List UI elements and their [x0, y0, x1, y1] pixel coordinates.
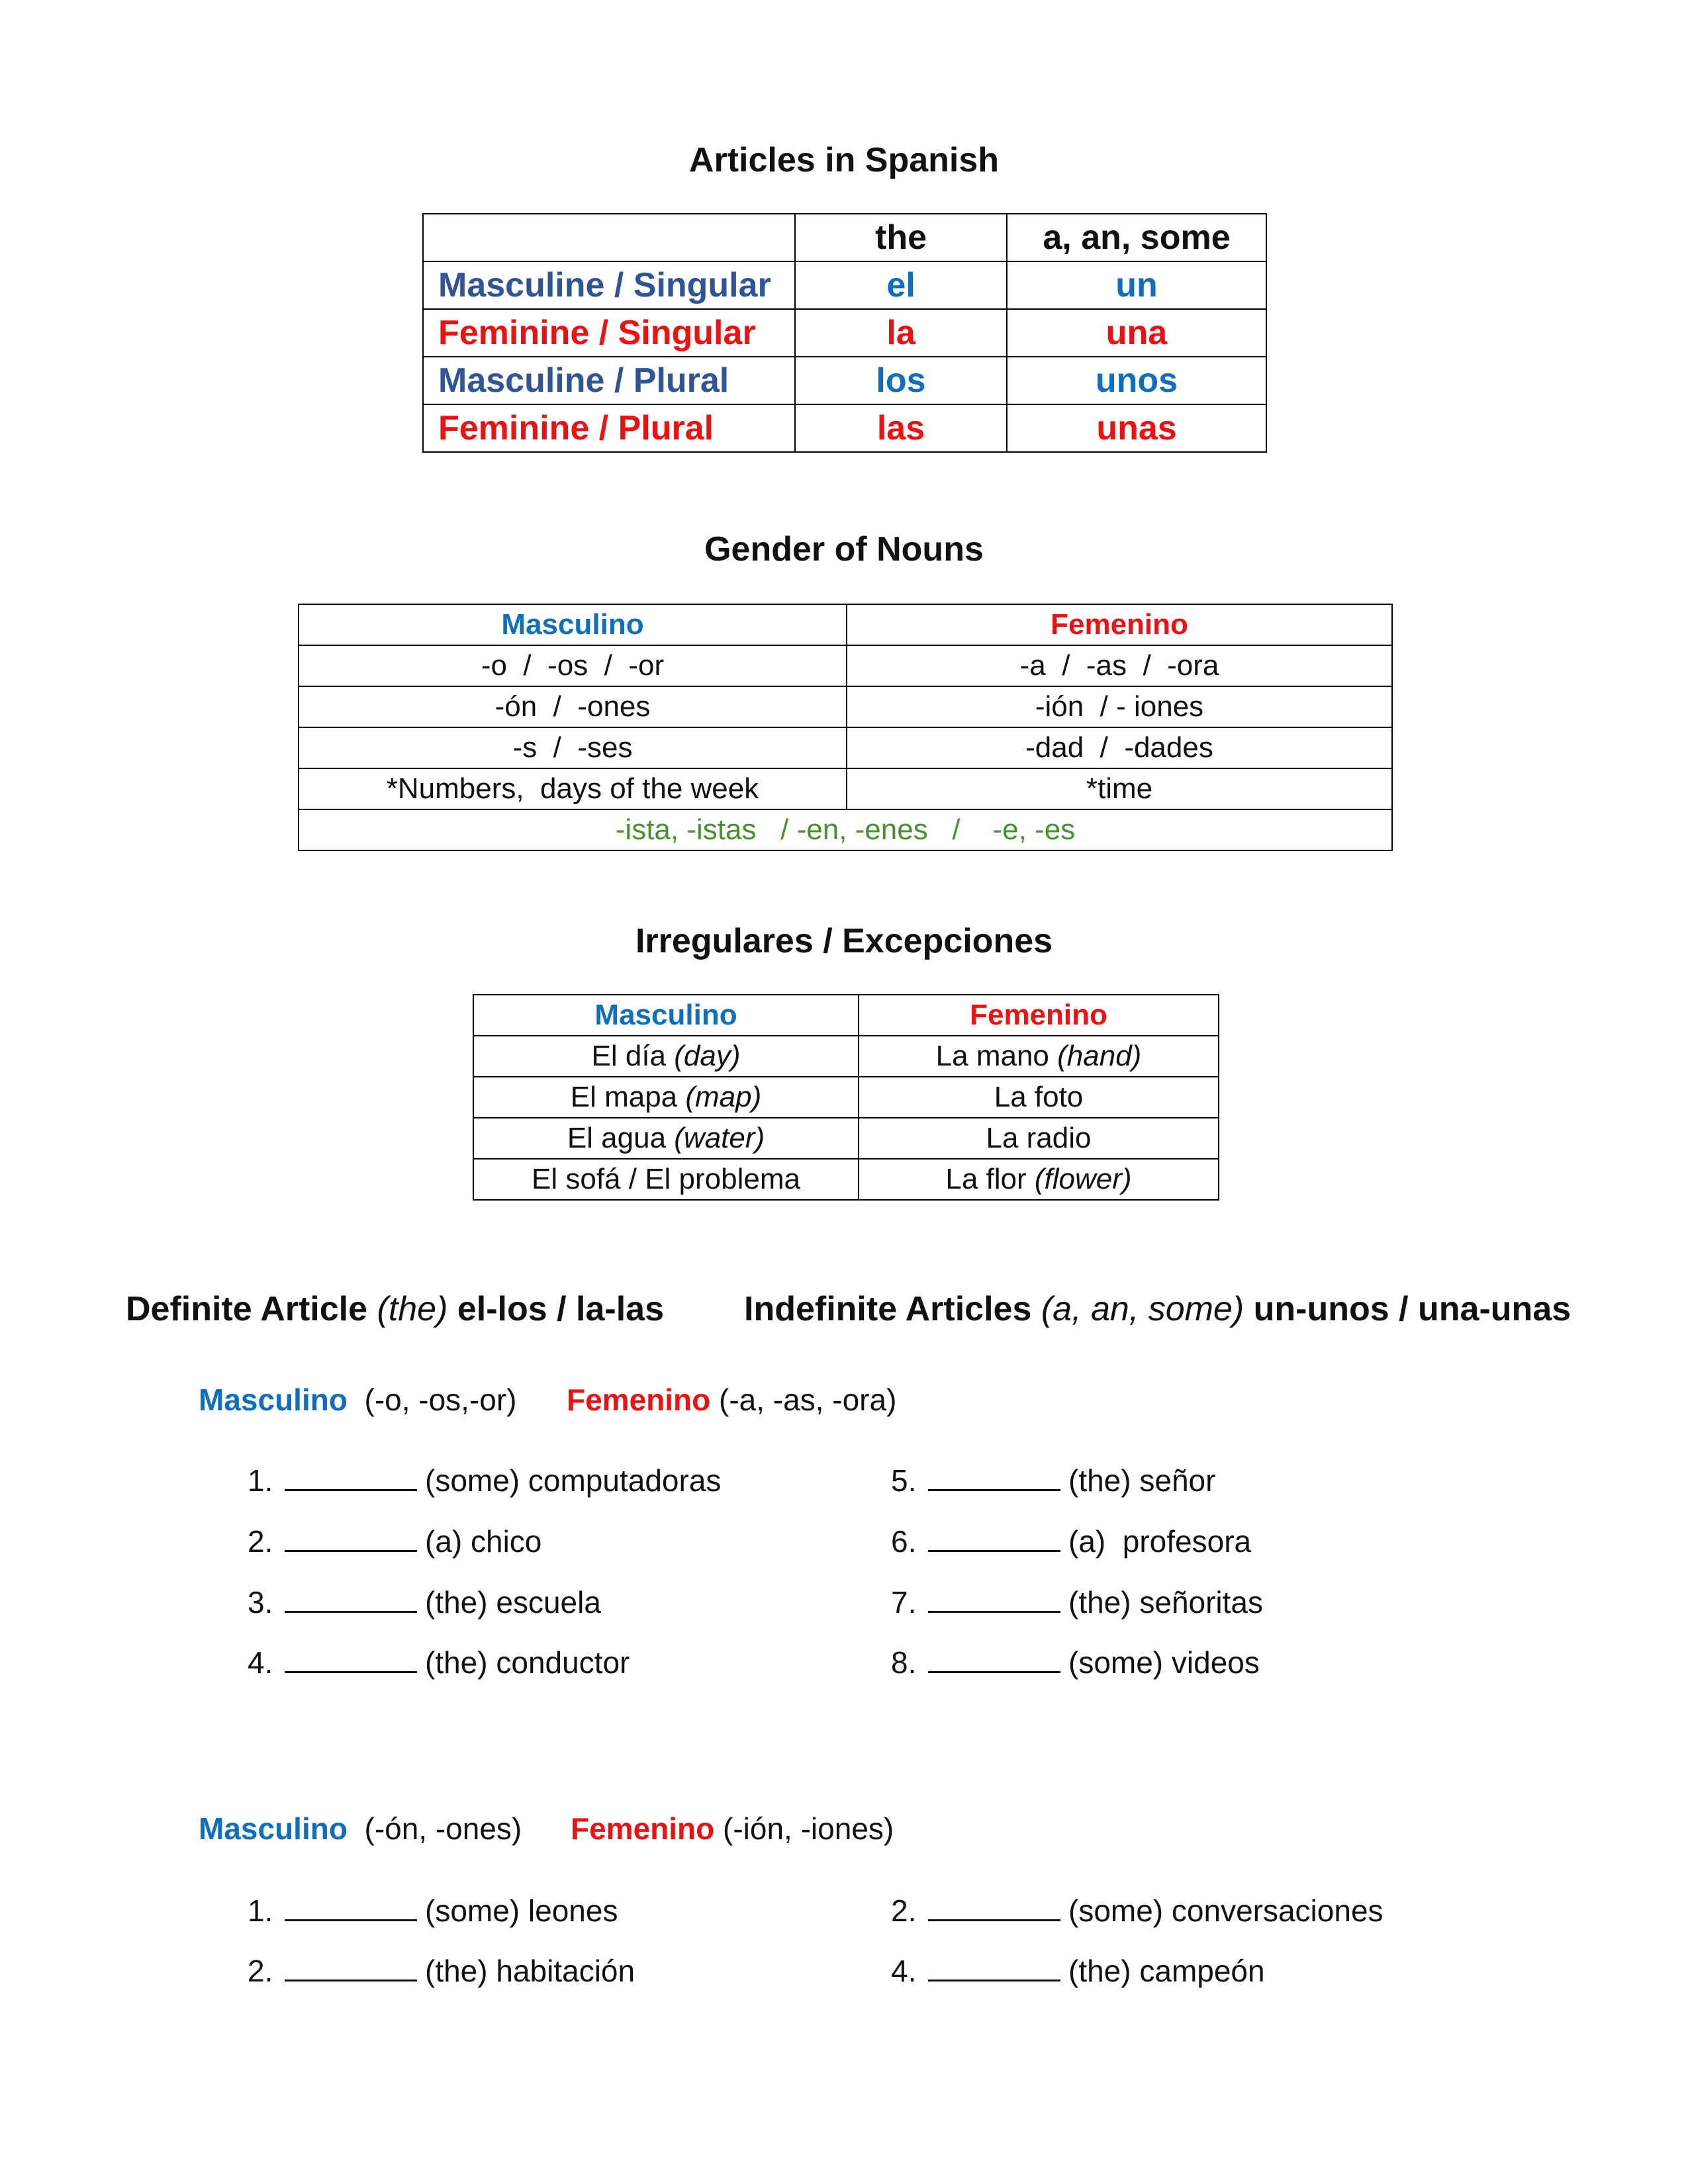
header-the: the: [795, 214, 1007, 261]
answer-blank[interactable]: [285, 1645, 417, 1673]
table-row: [473, 1036, 1219, 1077]
masculino-label: Masculino: [199, 1811, 348, 1846]
section2-fem-label: [571, 1811, 894, 1846]
item-prompt: (some) videos: [1068, 1645, 1260, 1680]
item-prompt: (the) señor: [1068, 1463, 1216, 1498]
answer-blank[interactable]: [285, 1953, 417, 1981]
exercise-item: [248, 1463, 721, 1498]
item-number: 6.: [891, 1524, 917, 1559]
table-row: [423, 309, 1266, 357]
masc-word: [473, 1118, 859, 1159]
gender-table: [298, 604, 1393, 851]
heading-english: (the): [377, 1290, 448, 1328]
exercise-item: [891, 1645, 1260, 1680]
heading-forms: el-los / la-las: [447, 1290, 664, 1328]
irregulars-title: Irregulares / Excepciones: [635, 922, 1053, 960]
table-row: [299, 768, 1392, 809]
fem-english: (flower): [1034, 1163, 1132, 1195]
exercise-item: [248, 1645, 630, 1680]
femenino-header: Femenino: [859, 995, 1219, 1036]
item-number: 3.: [248, 1585, 273, 1619]
exercise-item: [248, 1584, 601, 1620]
exercise-item: [891, 1524, 1251, 1559]
fem-spanish: La foto: [994, 1081, 1084, 1113]
answer-blank[interactable]: [928, 1524, 1060, 1552]
fem-ending: *time: [847, 768, 1392, 809]
table-row: [299, 645, 1392, 686]
exercise-item: [891, 1953, 1265, 1989]
femenino-label: Femenino: [567, 1383, 711, 1417]
header-a-an-some: a, an, some: [1007, 214, 1266, 261]
irregulars-table: [473, 994, 1219, 1201]
section2-label: [199, 1811, 522, 1846]
gender-title: Gender of Nouns: [704, 530, 984, 569]
fem-ending: -a / -as / -ora: [847, 645, 1392, 686]
item-prompt: (the) señoritas: [1068, 1585, 1264, 1619]
masc-english: (water): [674, 1122, 765, 1154]
table-row: [423, 404, 1266, 452]
definite-article: el: [795, 261, 1007, 309]
fem-spanish: La flor: [945, 1163, 1035, 1195]
masculino-label: Masculino: [199, 1383, 348, 1417]
table-row: [473, 1159, 1219, 1200]
table-row: [423, 214, 1266, 261]
answer-blank[interactable]: [928, 1463, 1060, 1491]
table-row: [473, 1118, 1219, 1159]
table-row: [299, 686, 1392, 727]
heading-english: (a, an, some): [1041, 1290, 1244, 1328]
indefinite-article: unas: [1007, 404, 1266, 452]
fem-word: [859, 1159, 1219, 1200]
table-row: [299, 727, 1392, 768]
answer-blank[interactable]: [928, 1953, 1060, 1981]
exercise-item: [248, 1524, 541, 1559]
row-label: Masculine / Singular: [423, 261, 795, 309]
answer-blank[interactable]: [928, 1645, 1060, 1673]
fem-spanish: La radio: [986, 1122, 1092, 1154]
masc-ending: -o / -os / -or: [299, 645, 847, 686]
femenino-label: Femenino: [571, 1811, 715, 1846]
item-prompt: (the) habitación: [425, 1954, 635, 1988]
item-number: 5.: [891, 1463, 917, 1498]
masc-english: (day): [674, 1040, 741, 1072]
item-prompt: (some) leones: [425, 1893, 618, 1928]
item-number: 1.: [248, 1893, 273, 1928]
item-prompt: (the) conductor: [425, 1645, 630, 1680]
fem-word: [859, 1118, 1219, 1159]
row-label: Feminine / Plural: [423, 404, 795, 452]
masc-spanish: El sofá / El problema: [532, 1163, 800, 1195]
femenino-endings: (-a, -as, -ora): [710, 1383, 897, 1417]
masc-spanish: El mapa: [570, 1081, 686, 1113]
answer-blank[interactable]: [285, 1463, 417, 1491]
definite-article: los: [795, 357, 1007, 404]
indefinite-article-heading: [744, 1289, 1571, 1329]
exercise-item: [248, 1893, 618, 1929]
exercise-item: [891, 1584, 1263, 1620]
table-row: [473, 995, 1219, 1036]
masc-spanish: El agua: [567, 1122, 675, 1154]
row-label: Masculine / Plural: [423, 357, 795, 404]
masculino-header: Masculino: [299, 604, 847, 645]
table-row: [423, 357, 1266, 404]
indefinite-article: una: [1007, 309, 1266, 357]
indefinite-article: un: [1007, 261, 1266, 309]
articles-table: [422, 213, 1267, 453]
item-prompt: (the) escuela: [425, 1585, 601, 1619]
fem-word: [859, 1036, 1219, 1077]
table-row: [473, 1077, 1219, 1118]
masculino-header: Masculino: [473, 995, 859, 1036]
item-number: 2.: [248, 1954, 273, 1988]
masc-ending: *Numbers, days of the week: [299, 768, 847, 809]
item-prompt: (some) conversaciones: [1068, 1893, 1383, 1928]
indefinite-article: unos: [1007, 357, 1266, 404]
definite-article: las: [795, 404, 1007, 452]
heading-text: Indefinite Articles: [744, 1290, 1041, 1328]
table-row: [423, 261, 1266, 309]
fem-ending: -ión / - iones: [847, 686, 1392, 727]
answer-blank[interactable]: [285, 1893, 417, 1921]
item-number: 2.: [248, 1524, 273, 1559]
answer-blank[interactable]: [285, 1524, 417, 1552]
item-prompt: (some) computadoras: [425, 1463, 722, 1498]
item-number: 1.: [248, 1463, 273, 1498]
item-number: 4.: [248, 1645, 273, 1680]
fem-spanish: La mano: [935, 1040, 1058, 1072]
heading-text: Definite Article: [126, 1290, 377, 1328]
row-label: Feminine / Singular: [423, 309, 795, 357]
fem-word: [859, 1077, 1219, 1118]
item-number: 4.: [891, 1954, 917, 1988]
masc-ending: -s / -ses: [299, 727, 847, 768]
femenino-endings: (-ión, -iones): [714, 1811, 894, 1846]
item-number: 2.: [891, 1893, 917, 1928]
definite-article: la: [795, 309, 1007, 357]
masc-spanish: El día: [591, 1040, 675, 1072]
definite-article-heading: [126, 1289, 664, 1329]
table-row: [299, 604, 1392, 645]
table-row: [299, 809, 1392, 850]
answer-blank[interactable]: [285, 1584, 417, 1613]
masc-english: (map): [685, 1081, 762, 1113]
header-empty-cell: [423, 214, 795, 261]
fem-ending: -dad / -dades: [847, 727, 1392, 768]
fem-english: (hand): [1057, 1040, 1142, 1072]
masc-word: [473, 1036, 859, 1077]
item-prompt: (a) chico: [425, 1524, 542, 1559]
femenino-header: Femenino: [847, 604, 1392, 645]
item-number: 8.: [891, 1645, 917, 1680]
item-number: 7.: [891, 1585, 917, 1619]
item-prompt: (a) profesora: [1068, 1524, 1252, 1559]
answer-blank[interactable]: [928, 1584, 1060, 1613]
masculino-endings: (-o, -os,-or): [347, 1383, 517, 1417]
heading-forms: un-unos / una-unas: [1244, 1290, 1571, 1328]
exercise-item: [891, 1893, 1383, 1929]
section1-fem-label: [567, 1382, 896, 1418]
item-prompt: (the) campeón: [1068, 1954, 1265, 1988]
exercise-item: [891, 1463, 1215, 1498]
both-genders-endings: -ista, -istas / -en, -enes / -e, -es: [299, 809, 1392, 850]
masc-word: [473, 1159, 859, 1200]
masculino-endings: (-ón, -ones): [347, 1811, 522, 1846]
articles-title: Articles in Spanish: [688, 141, 1000, 179]
section1-label: [199, 1382, 517, 1418]
masc-word: [473, 1077, 859, 1118]
answer-blank[interactable]: [928, 1893, 1060, 1921]
masc-ending: -ón / -ones: [299, 686, 847, 727]
exercise-item: [248, 1953, 635, 1989]
